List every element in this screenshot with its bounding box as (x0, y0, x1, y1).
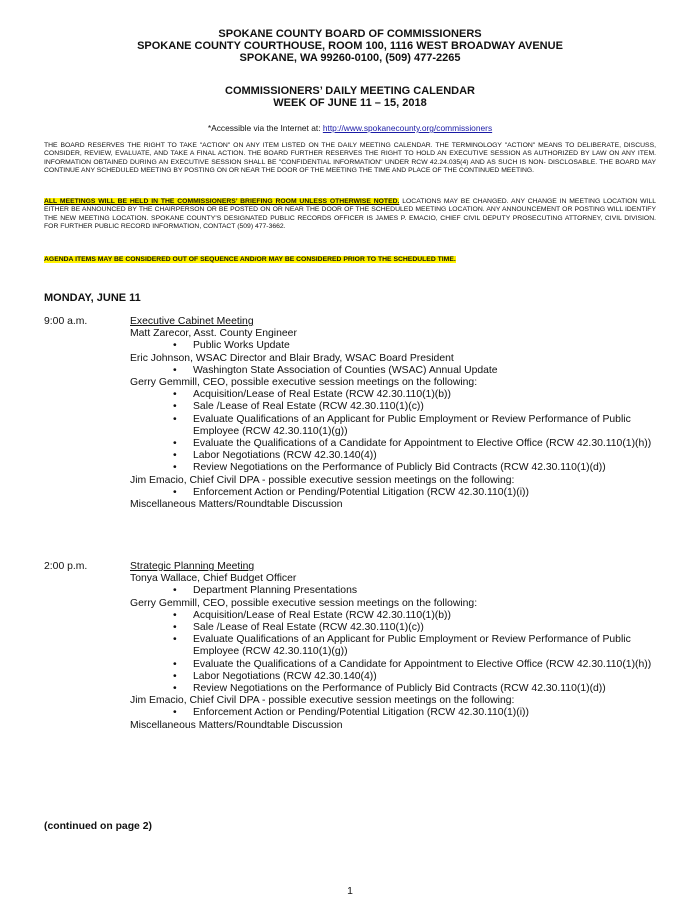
agenda-bullet: • Review Negotiations on the Performance of Publicly Bid Contracts (RCW 42.30.110(1)(d)) (130, 683, 669, 695)
agenda-bullet: • Evaluate the Qualifications of a Candidate for Appointment to Elective Office (RCW 42.30.110(1)(h)) (130, 438, 669, 450)
location-highlight: ALL MEETINGS WILL BE HELD IN THE COMMISSIONERS’ BRIEFING ROOM UNLESS OTHERWISE NOTED. (44, 198, 400, 205)
meeting-content (130, 561, 670, 732)
header-line-3: SPOKANE, WA 99260-0100, (509) 477-2265 (239, 52, 461, 64)
meeting-time: 2:00 p.m. (44, 561, 88, 572)
location-rest: LOCATIONS MAY BE CHANGED. ANY CHANGE IN MEETING LOCATION WILL EITHER BE ANNOUNCED BY THE CHAIRPERSON OR BE POSTED ON OR NEAR THE DOOR OF THE SCHEDULED MEETING LOCATION. ANY ANNOUNCEMENT OR POSTING WILL IDENTIFY THE NEW MEETING LOCATION. SPOKANE COUNTY’S DESIGNATED PUBLIC RECORDS OFFICER IS JAMES P. EMACIO, CHIEF CIVIL DEPUTY PROSECUTING ATTORNEY, CIVIL DIVISION. FOR FURTHER PUBLIC RECORD INFORMATION, CONTACT (509) 477-3662. (44, 198, 657, 231)
agenda-highlight: AGENDA ITEMS MAY BE CONSIDERED OUT OF SEQUENCE AND/OR MAY BE CONSIDERED PRIOR TO THE SCHEDULED TIME. (44, 256, 456, 263)
location-notice (44, 198, 656, 232)
presenter-line: Gerry Gemmill, CEO, possible executive session meetings on the following: (130, 597, 478, 609)
presenter-line: Tonya Wallace, Chief Budget Officer (130, 573, 297, 585)
header-line-2: SPOKANE COUNTY COURTHOUSE, ROOM 100, 1116 WEST BROADWAY AVENUE (137, 40, 563, 52)
agenda-bullet: • Washington State Association of Counties (WSAC) Annual Update (130, 365, 669, 377)
meeting-content (130, 316, 670, 511)
agenda-bullet: • Public Works Update (130, 340, 669, 352)
presenter-line: Jim Emacio, Chief Civil DPA - possible executive session meetings on the following: (130, 474, 515, 486)
meeting-title: Strategic Planning Meeting (130, 561, 255, 572)
presenter-line: Matt Zarecor, Asst. County Engineer (130, 328, 297, 340)
day-heading: MONDAY, JUNE 11 (44, 292, 141, 304)
week-range: WEEK OF JUNE 11 – 15, 2018 (273, 97, 427, 109)
presenter-line: Jim Emacio, Chief Civil DPA - possible executive session meetings on the following: (130, 695, 515, 707)
agenda-notice (44, 256, 656, 264)
internet-access-note (0, 123, 700, 133)
agenda-bullet: • Department Planning Presentations (130, 585, 669, 597)
agenda-bullet: • Evaluate the Qualifications of a Candidate for Appointment to Elective Office (RCW 42.30.110(1)(h)) (130, 659, 669, 671)
calendar-title: COMMISSIONERS’ DAILY MEETING CALENDAR (225, 85, 475, 97)
agenda-bullet: • Acquisition/Lease of Real Estate (RCW 42.30.110(1)(b)) (130, 610, 669, 622)
commissioners-link[interactable]: http://www.spokanecounty.org/commissioners (322, 123, 493, 133)
agenda-bullet: • Sale /Lease of Real Estate (RCW 42.30.110(1)(c)) (130, 622, 669, 634)
header-line-1: SPOKANE COUNTY BOARD OF COMMISSIONERS (218, 28, 482, 40)
rights-notice: THE BOARD RESERVES THE RIGHT TO TAKE "ACTION" ON ANY ITEM LISTED ON THE DAILY MEETING CALENDAR. THE TERMINOLOGY "ACTION" MEANS TO DELIBERATE, DISCUSS, CONSIDER, REVIEW, EVALUATE, AND TAKE A FINAL ACTION. THE BOARD FURTHER RESERVES THE RIGHT TO HOLD AN EXECUTIVE SESSION AS AUTHORIZED BY LAW ON ANY ITEM. INFORMATION OBTAINED DURING AN EXECUTIVE SESSION SHALL BE "CONFIDENTIAL INFORMATION" UNDER RCW 42.24.035(4) AND AS SUCH IS NON- DISCLOSABLE. THE BOARD MAY CONTINUE ANY SCHEDULED MEETING BY POSTING ON OR NEAR THE DOOR OF THE MEETING THE TIME AND PLACE OF THE CONTINUED MEETING. (44, 142, 656, 175)
agenda-bullet: • Labor Negotiations (RCW 42.30.140(4)) (130, 671, 669, 683)
presenter-line: Gerry Gemmill, CEO, possible executive session meetings on the following: (130, 377, 478, 389)
continued-note: (continued on page 2) (44, 821, 152, 832)
misc-line: Miscellaneous Matters/Roundtable Discussion (130, 499, 343, 511)
agenda-bullet: • Review Negotiations on the Performance of Publicly Bid Contracts (RCW 42.30.110(1)(d)) (130, 462, 669, 474)
agenda-bullet: • Evaluate Qualifications of an Applicant for Public Employment or Review Performance of Public Employee (RCW 42.30.110(1)(g)) (130, 634, 669, 658)
misc-line: Miscellaneous Matters/Roundtable Discussion (130, 719, 343, 731)
page-number: 1 (347, 886, 353, 897)
access-prefix: *Accessible via the Internet at: (207, 123, 323, 133)
agenda-bullet: • Sale /Lease of Real Estate (RCW 42.30.110(1)(c)) (130, 401, 669, 413)
calendar-header (0, 85, 700, 109)
meeting-time: 9:00 a.m. (44, 316, 88, 327)
agenda-bullet: • Enforcement Action or Pending/Potential Litigation (RCW 42.30.110(1)(i)) (130, 487, 669, 499)
presenter-line: Eric Johnson, WSAC Director and Blair Brady, WSAC Board President (130, 352, 454, 364)
agenda-bullet: • Evaluate Qualifications of an Applicant for Public Employment or Review Performance of Public Employee (RCW 42.30.110(1)(g)) (130, 414, 669, 438)
agenda-bullet: • Acquisition/Lease of Real Estate (RCW 42.30.110(1)(b)) (130, 389, 669, 401)
meeting-title: Executive Cabinet Meeting (130, 316, 254, 327)
board-header (0, 28, 700, 64)
agenda-bullet: • Labor Negotiations (RCW 42.30.140(4)) (130, 450, 669, 462)
agenda-bullet: • Enforcement Action or Pending/Potential Litigation (RCW 42.30.110(1)(i)) (130, 707, 669, 719)
